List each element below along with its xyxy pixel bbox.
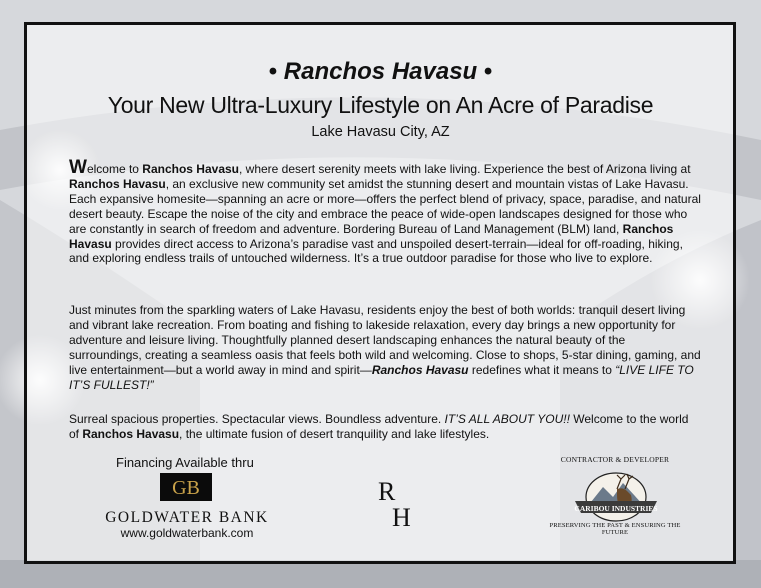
closing-paragraph — [69, 412, 701, 442]
brand-name: Ranchos Havasu — [69, 176, 166, 191]
financing-label: Financing Available thru — [116, 455, 254, 470]
caribou-emblem-icon — [573, 465, 659, 523]
text-segment: , the ultimate fusion of desert tranquility and lake lifestyles. — [179, 426, 490, 441]
text-segment: Just minutes from the sparkling waters of Lake Havasu, residents enjoy the best of both worlds: tranquil desert living and vibrant lake recreation. From boating and fishing to lakeside relaxation, every day brings a new opportunity for adventure and leisure living. Thoughtfully planned desert landscaping enhances the natural beauty of the surroundings, creating a seamless oasis that feels both wild and welcoming. Close to shops, 5-star dining, gaming, and live entertainment—but a world away in mind and spirit— — [69, 303, 701, 377]
lake-paragraph — [69, 303, 701, 392]
title-text: Ranchos Havasu — [283, 58, 478, 85]
brand-name: Ranchos Havasu — [69, 221, 674, 251]
bank-name: GOLDWATER BANK — [105, 509, 269, 526]
developer-label: CONTRACTOR & DEVELOPER — [560, 455, 670, 464]
text-segment: elcome to — [86, 162, 143, 176]
brand-name: Ranchos Havasu — [371, 362, 469, 377]
text-segment: Welcome to the world of — [69, 412, 689, 441]
developer-tagline: PRESERVING THE PAST & ENSURING THE FUTURE — [549, 522, 681, 536]
text-segment: Surreal spacious properties. Spectacular views. Boundless adventure. — [69, 412, 445, 426]
goldwater-bank-logo — [160, 473, 212, 501]
text-segment: , where desert serenity meets with lake living. Experience the best of Arizona living at — [239, 162, 691, 176]
gb-logo-mark — [160, 473, 212, 501]
bank-url: www.goldwaterbank.com — [120, 526, 254, 540]
dropcap: W — [69, 157, 87, 178]
caribou-industries-logo — [545, 455, 685, 535]
rh-logo-h: H — [392, 503, 411, 530]
emphasis-text: IT’S ALL ABOUT YOU!! — [444, 412, 570, 426]
title-bullet-right: • — [483, 58, 493, 85]
text-segment: redefines what it means to — [468, 362, 616, 377]
brand-name: Ranchos Havasu — [142, 162, 239, 176]
page-subtitle: Your New Ultra-Luxury Lifestyle on An Acre of Paradise — [107, 92, 654, 118]
gb-logo-letters: GB — [172, 477, 200, 499]
text-segment: , an exclusive new community set amidst the stunning desert and mountain vistas of Lake Havasu. Each expansive homesite—spanning an acre or more—offers the perfect blend of privacy, space, paradise, and natural desert beauty. Escape the noise of the city and embrace the peace of wide-open landscapes designed for those who are constantly in search of freedom and adventure. Bordering Bureau of Land Management (BLM) land, — [69, 176, 701, 236]
intro-paragraph — [69, 157, 701, 266]
tagline: “LIVE LIFE TO IT’S FULLEST!” — [69, 362, 694, 392]
brand-name: Ranchos Havasu — [82, 426, 180, 441]
rh-monogram-logo — [370, 474, 426, 530]
text-segment: provides direct access to Arizona’s paradise vast and unspoiled desert-terrain—ideal for off-roading, hiking, and exploring endless trails of untouched wilderness. It’s a true outdoor paradise for those who live to explore. — [69, 236, 683, 266]
title-bullet-left: • — [268, 58, 278, 85]
location-text: Lake Havasu City, AZ — [311, 124, 450, 140]
developer-name: CARIBOU INDUSTRIES — [574, 504, 658, 513]
rh-logo-r: R — [378, 477, 396, 506]
page-title — [0, 58, 761, 86]
